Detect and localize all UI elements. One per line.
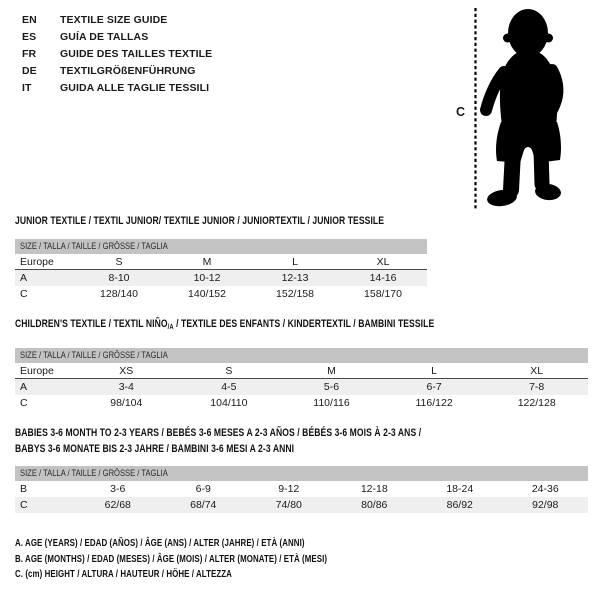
language-title: GUÍA DE TALLAS [60,30,149,43]
value-cell: XS [119,364,134,377]
value-cell: 6-7 [426,381,442,393]
table-row [15,481,588,497]
value-cell: 158/170 [364,288,402,300]
table-row [15,363,588,379]
language-row [22,11,212,28]
value-cell: 128/140 [100,288,138,300]
value-cell: 140/152 [188,288,226,300]
value-cell: 152/158 [276,288,314,300]
value-cell: S [115,255,123,268]
children-table [15,348,588,411]
value-cell: 68/74 [190,499,217,511]
value-cell: 74/80 [275,499,302,511]
table-row [15,395,588,411]
value-cell: 9-12 [278,483,300,495]
children-table-title [15,318,434,331]
language-row [22,62,212,79]
row-label-cell: C [20,499,28,511]
row-label-cell: A [20,381,28,393]
table-row [15,270,427,286]
size-header-bar [15,239,427,254]
footnote-b: B. AGE (MONTHS) / EDAD (MESES) / ÂGE (MOIS) / ALTER (MONATE) / ETÀ (MESI) [15,554,328,565]
language-title: TEXTILE SIZE GUIDE [60,13,168,26]
value-cell: 86/92 [446,499,473,511]
language-title: GUIDE DES TAILLES TEXTILE [60,47,213,60]
language-row [22,45,212,62]
value-cell: L [431,364,438,377]
value-cell: 92/98 [532,499,559,511]
size-header-bar [15,466,588,481]
row-label-cell: C [20,288,28,300]
value-cell: 24-36 [531,483,559,495]
height-label-c: C [456,105,466,119]
value-cell: 12-18 [360,483,388,495]
value-cell: L [292,255,298,268]
value-cell: 4-5 [221,381,237,393]
value-cell: M [202,255,212,268]
size-header-bar [15,348,588,363]
value-cell: 110/116 [313,397,350,409]
value-cell: 12-13 [281,272,309,284]
row-label-cell: Europe [20,255,54,268]
language-title: TEXTILGRÖßENFÜHRUNG [60,64,196,77]
value-cell: 6-9 [195,483,211,495]
size-header-label: SIZE / TALLA / TAILLE / GRÖSSE / TAGLIA [20,350,168,361]
junior-table [15,239,427,302]
value-cell: 18-24 [446,483,474,495]
language-code: DE [22,64,37,77]
value-cell: 3-6 [110,483,126,495]
value-cell: 116/122 [415,397,453,409]
babies-title-line2: BABYS 3-6 MONATE BIS 2-3 JAHRE / BAMBINI 3-6 MESI A 2-3 ANNI [15,442,295,455]
value-cell: S [225,364,233,377]
value-cell: 3-4 [118,381,134,393]
value-cell: 14-16 [369,272,397,284]
value-cell: 10-12 [193,272,221,284]
table-row [15,497,588,513]
row-label-cell: Europe [20,364,54,377]
junior-table-title: JUNIOR TEXTILE / TEXTIL JUNIOR/ TEXTILE JUNIOR / JUNIORTEXTIL / JUNIOR TESSILE [15,215,385,227]
language-title: GUIDA ALLE TAGLIE TESSILI [60,81,210,94]
value-cell: 62/68 [104,499,131,511]
footnote-c: C. (cm) HEIGHT / ALTURA / HAUTEUR / HÖHE / ALTEZZA [15,569,232,580]
value-cell: 80/86 [361,499,388,511]
language-row [22,79,212,96]
language-code: EN [22,13,37,26]
language-list [22,11,212,96]
babies-table-title [15,426,421,457]
value-cell: 5-6 [323,381,340,393]
table-row [15,254,427,270]
children-title-pre: CHILDREN'S TEXTILE / TEXTIL NIÑO [15,318,168,330]
size-header-label: SIZE / TALLA / TAILLE / GRÖSSE / TAGLIA [20,241,168,252]
table-row [15,379,588,395]
row-label-cell: B [20,483,28,495]
value-cell: M [327,364,336,377]
language-code: IT [22,81,32,94]
language-code: ES [22,30,37,43]
value-cell: 7-8 [529,381,545,393]
language-code: FR [22,47,37,60]
baby-silhouette [486,9,562,208]
babies-title-line1: BABIES 3-6 MONTH TO 2-3 YEARS / BEBÉS 3-6 MESES A 2-3 AÑOS / BÉBÉS 3-6 MOIS À 2-3 ANS / [15,427,422,439]
value-cell: 122/128 [517,397,556,409]
value-cell: 98/104 [110,397,143,409]
children-title-post: / TEXTILE DES ENFANTS / KINDERTEXTIL / BAMBINI TESSILE [173,318,435,330]
babies-table [15,466,588,513]
value-cell: 8-10 [108,272,130,284]
table-row [15,286,427,302]
children-title-sub: /A [167,322,174,331]
row-label-cell: C [20,397,28,409]
value-cell: XL [530,364,544,377]
footnote-a: A. AGE (YEARS) / EDAD (AÑOS) / ÂGE (ANS) / ALTER (JAHRE) / ETÀ (ANNI) [15,538,305,549]
row-label-cell: A [20,272,28,284]
value-cell: 104/110 [210,397,248,409]
language-row [22,28,212,45]
size-header-label: SIZE / TALLA / TAILLE / GRÖSSE / TAGLIA [20,468,168,479]
value-cell: XL [376,255,390,268]
